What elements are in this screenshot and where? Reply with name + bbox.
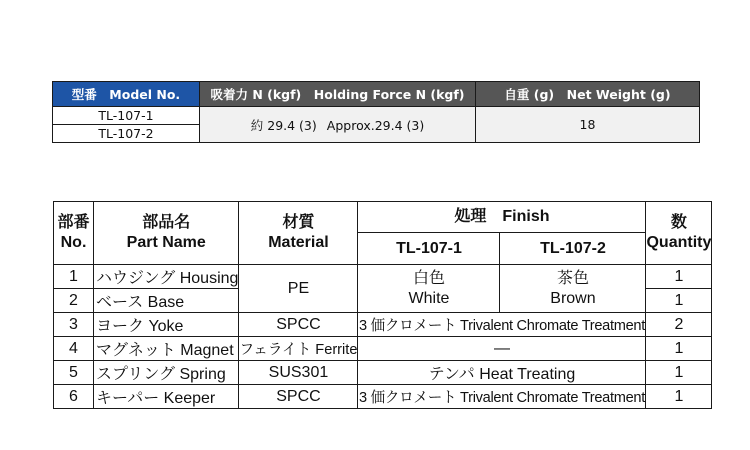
quantity-header-en: Quantity: [646, 234, 712, 251]
part-no: 1: [54, 265, 94, 289]
finish: 3 価クロメート Trivalent Chromate Treatment: [358, 385, 646, 409]
quantity-header: [646, 202, 712, 265]
spec-table: [52, 81, 700, 143]
quantity: 2: [646, 313, 712, 337]
material: SUS301: [239, 361, 358, 385]
part-name: ヨーク Yoke: [94, 313, 239, 337]
finish-white: [358, 265, 500, 313]
quantity: 1: [646, 337, 712, 361]
part-name: ベース Base: [94, 289, 239, 313]
material-header: [239, 202, 358, 265]
finish-brown: [500, 265, 646, 313]
table-row: [54, 337, 712, 361]
part-name-header: [94, 202, 239, 265]
material: フェライト Ferrite: [239, 337, 358, 361]
finish: テンパ Heat Treating: [358, 361, 646, 385]
part-no: 6: [54, 385, 94, 409]
net-weight-header: 自重 (g) Net Weight (g): [476, 82, 700, 107]
part-name: ハウジング Housing: [94, 265, 239, 289]
quantity: 1: [646, 385, 712, 409]
material: PE: [239, 265, 358, 313]
quantity-header-jp: 数: [670, 214, 687, 231]
part-no-header: [54, 202, 94, 265]
holding-force-en: Approx.29.4 (3): [326, 117, 425, 133]
part-name: マグネット Magnet: [94, 337, 239, 361]
part-name-header-jp: 部品名: [142, 214, 191, 231]
part-name: キーパー Keeper: [94, 385, 239, 409]
model-no-cell: TL-107-2: [53, 125, 200, 143]
part-no-header-en: No.: [60, 234, 87, 251]
part-no-header-jp: 部番: [57, 214, 90, 231]
part-name: スプリング Spring: [94, 361, 239, 385]
material-header-jp: 材質: [282, 214, 315, 231]
material: SPCC: [239, 385, 358, 409]
table-row: [54, 361, 712, 385]
quantity: 1: [646, 289, 712, 313]
parts-table: [53, 201, 712, 409]
finish: —: [358, 337, 646, 361]
part-no: 2: [54, 289, 94, 313]
holding-force-cell: [200, 107, 476, 143]
part-no: 3: [54, 313, 94, 337]
table-row: [54, 385, 712, 409]
part-name-header-en: Part Name: [126, 234, 206, 251]
finish-white-jp: 白色: [412, 269, 445, 287]
table-row: [54, 265, 712, 289]
quantity: 1: [646, 361, 712, 385]
holding-force-header: 吸着力 N (kgf) Holding Force N (kgf): [200, 82, 476, 107]
quantity: 1: [646, 265, 712, 289]
finish-brown-jp: 茶色: [556, 269, 589, 287]
part-no: 5: [54, 361, 94, 385]
finish-tl107-2-header: TL-107-2: [500, 233, 646, 265]
finish-white-en: White: [408, 289, 450, 307]
finish-tl107-1-header: TL-107-1: [358, 233, 500, 265]
finish-brown-en: Brown: [550, 289, 596, 307]
finish: 3 価クロメート Trivalent Chromate Treatment: [358, 313, 646, 337]
material: SPCC: [239, 313, 358, 337]
holding-force-jp: 約 29.4 (3): [250, 117, 317, 133]
model-no-header: 型番 Model No.: [53, 82, 200, 107]
part-no: 4: [54, 337, 94, 361]
material-header-en: Material: [268, 234, 329, 251]
net-weight-cell: 18: [476, 107, 700, 143]
finish-header: 処理 Finish: [358, 202, 646, 233]
table-row: [54, 313, 712, 337]
model-no-cell: TL-107-1: [53, 107, 200, 125]
